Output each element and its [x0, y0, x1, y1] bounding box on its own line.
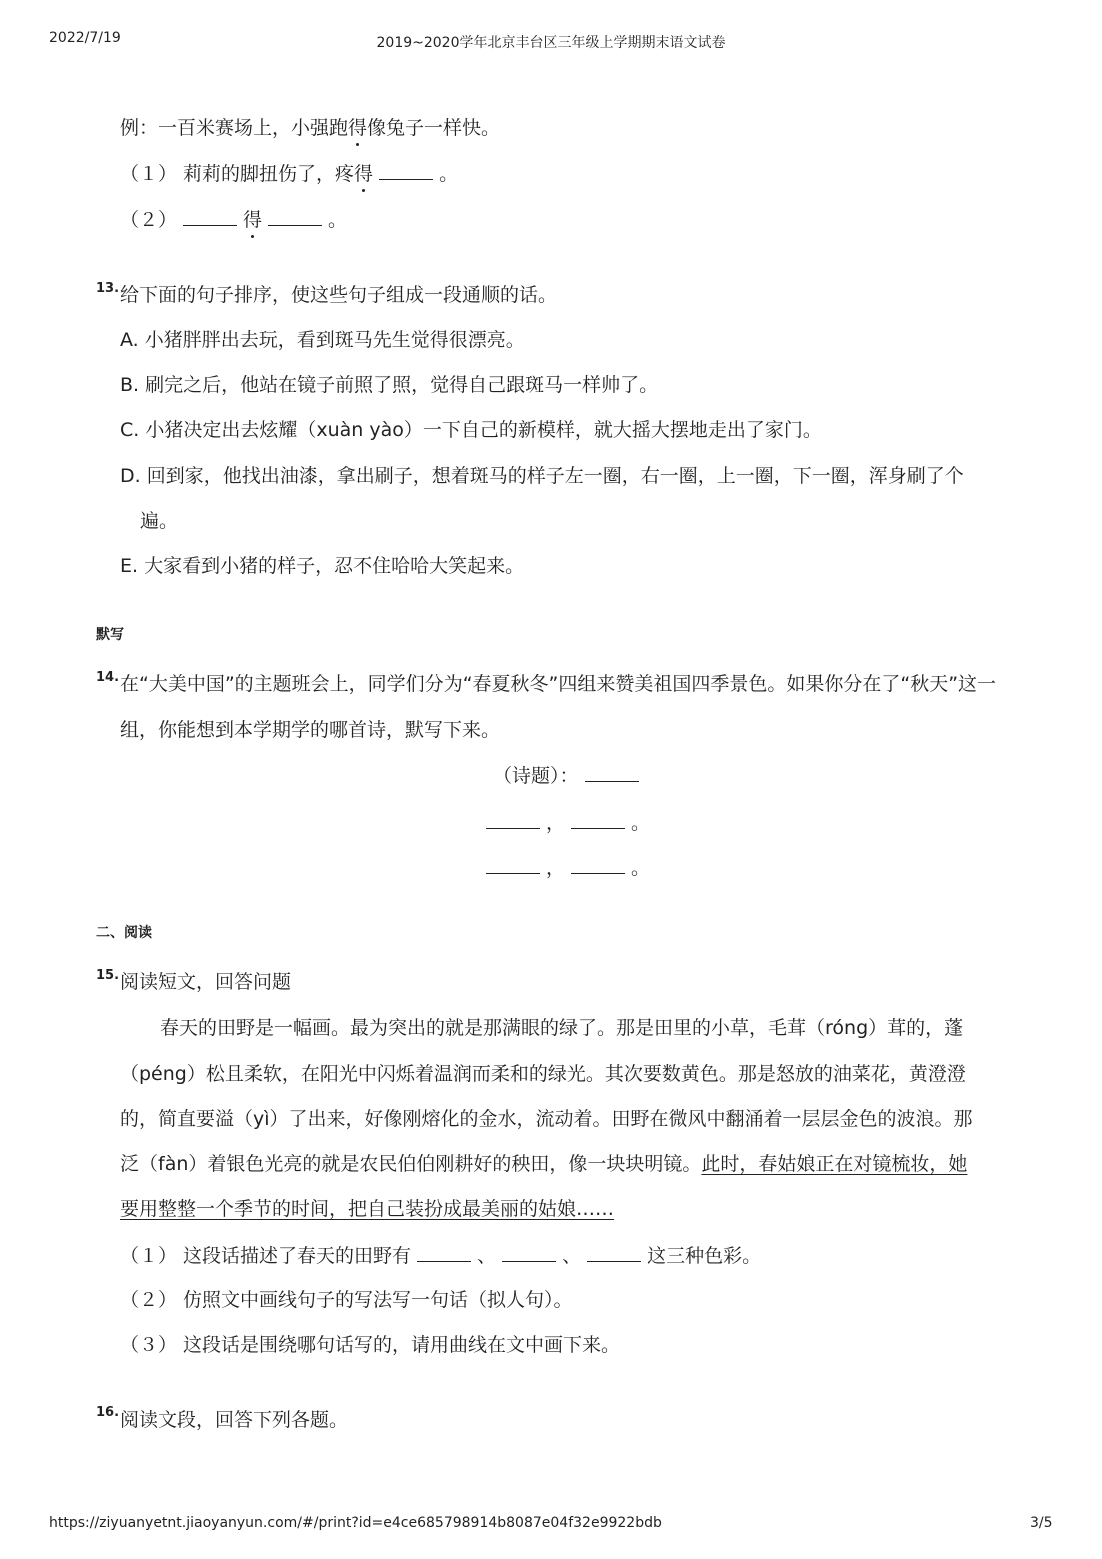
poem-blank[interactable]: [571, 855, 625, 874]
q15-passage-line-3: 的，简直要溢（yì）了出来，好像刚熔化的金水，流动着。田野在微风中翻涌着一层层金色的波浪。那: [120, 1108, 973, 1130]
answer-blank[interactable]: [417, 1243, 471, 1262]
poem-line-2: ， 。: [480, 855, 650, 880]
q14-stem-line-1: 在“大美中国”的主题班会上，同学们分为“春夏秋冬”四组来赞美祖国四季景色。如果你分在了“秋天”这一: [120, 673, 997, 695]
answer-blank[interactable]: [502, 1243, 556, 1262]
q12-example: 例：一百米赛场上，小强跑得像兔子一样快。: [120, 117, 501, 139]
underlined-sentence: 此时，春姑娘正在对镜梳妆，她: [701, 1153, 968, 1175]
q16-stem: 阅读文段，回答下列各题。: [120, 1409, 349, 1431]
q15-passage-line-4: 泛（fàn）着银色光亮的就是农民伯伯刚耕好的秧田，像一块块明镜。此时，春姑娘正在对镜梳妆，她: [120, 1153, 968, 1175]
section-heading-dictation: 默写: [96, 627, 124, 643]
q15-stem: 阅读短文，回答问题: [120, 971, 292, 993]
answer-blank[interactable]: [268, 207, 322, 226]
q13-option-d-cont: 遍。: [140, 510, 179, 532]
q13-option-d: D. 回到家，他找出油漆，拿出刷子，想着斑马的样子左一圈，右一圈，上一圈，下一圈，浑身刷了个: [120, 465, 964, 487]
question-number-15: 15.: [96, 968, 120, 983]
q13-option-e: E. 大家看到小猪的样子，忍不住哈哈大笑起来。: [120, 555, 525, 577]
q15-passage-line-2: （péng）松且柔软，在阳光中闪烁着温润而柔和的绿光。其次要数黄色。那是怒放的油菜花，黄澄澄: [120, 1063, 966, 1085]
question-number-14: 14.: [96, 670, 120, 685]
page-url: https://ziyuanyetnt.jiaoyanyun.com/#/print?id=e4ce685798914b8087e04f32e9922bdb: [49, 1515, 662, 1531]
section-heading-reading: 二、阅读: [96, 925, 152, 941]
poem-title-row: （诗题）：: [493, 763, 645, 788]
poem-blank[interactable]: [486, 810, 540, 829]
answer-blank[interactable]: [587, 1243, 641, 1262]
q12-item-2: （２） 得 。: [120, 209, 348, 231]
print-date: 2022/7/19: [49, 30, 121, 46]
q15-passage-line-1: 春天的田野是一幅画。最为突出的就是那满眼的绿了。那是田里的小草，毛茸（róng）茸的，蓬: [160, 1017, 964, 1039]
question-number-16: 16.: [96, 1405, 120, 1420]
q13-option-b: B. 刷完之后，他站在镜子前照了照，觉得自己跟斑马一样帅了。: [120, 374, 659, 396]
q14-stem-line-2: 组，你能想到本学期学的哪首诗，默写下来。: [120, 719, 501, 741]
q15-sub-1: （１） 这段话描述了春天的田野有 、 、 这三种色彩。: [120, 1245, 762, 1267]
q13-option-c: C. 小猪决定出去炫耀（xuàn yào）一下自己的新模样，就大摇大摆地走出了家门。: [120, 419, 822, 441]
answer-blank[interactable]: [379, 161, 433, 180]
q13-option-a: A. 小猪胖胖出去玩，看到斑马先生觉得很漂亮。: [120, 329, 525, 351]
question-number-13: 13.: [96, 281, 120, 296]
q15-sub-3: （３） 这段话是围绕哪句话写的，请用曲线在文中画下来。: [120, 1334, 621, 1356]
poem-line-1: ， 。: [480, 810, 650, 835]
page-title: 2019~2020学年北京丰台区三年级上学期期末语文试卷: [376, 35, 726, 51]
poem-blank[interactable]: [571, 810, 625, 829]
q13-stem: 给下面的句子排序，使这些句子组成一段通顺的话。: [120, 284, 558, 306]
q15-sub-2: （２） 仿照文中画线句子的写法写一句话（拟人句）。: [120, 1289, 573, 1311]
poem-title-blank[interactable]: [585, 763, 639, 782]
answer-blank[interactable]: [183, 207, 237, 226]
page-number: 3/5: [1030, 1515, 1053, 1531]
q12-item-1: （１） 莉莉的脚扭伤了，疼得 。: [120, 163, 459, 185]
q15-passage-line-5: 要用整整一个季节的时间，把自己装扮成最美丽的姑娘……: [120, 1198, 615, 1220]
poem-blank[interactable]: [486, 855, 540, 874]
